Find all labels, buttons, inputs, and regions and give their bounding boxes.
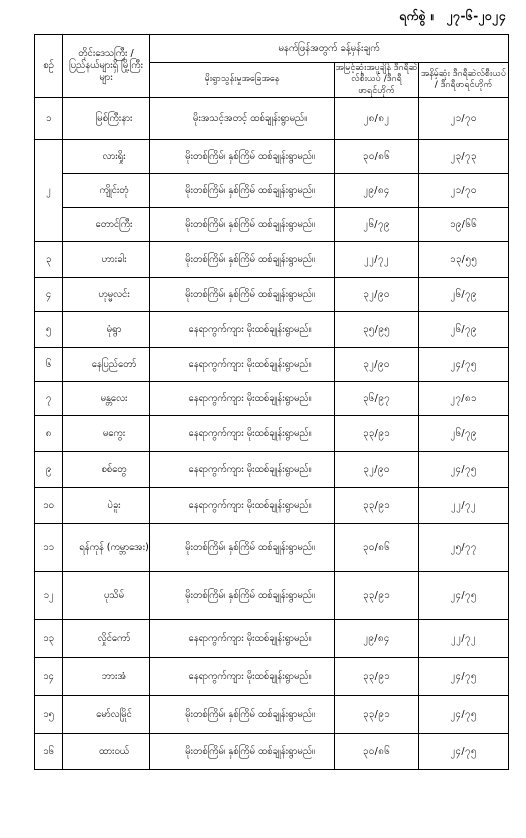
table-row [35, 572, 509, 620]
table-row [35, 242, 509, 278]
min-temperature: ၂၆/၇၉ [419, 416, 509, 452]
city-name: ရန်ကုန် (ကမ္ဘာအေး) [63, 524, 150, 572]
max-temperature: ၂၉/၈၄ [335, 174, 419, 208]
city-name: လှိုင်ကော် [63, 620, 150, 658]
weather-condition: နေရာကွက်ကျား မိုးထစ်ချုန်းရွာမည်။ [150, 416, 335, 452]
min-temperature: ၁၃/၅၅ [419, 242, 509, 278]
weather-condition: မိုးတစ်ကြိမ်၊ နှစ်ကြိမ် ထစ်ချုန်းရွာမည်။ [150, 278, 335, 312]
city-name: ပဲခူး [63, 488, 150, 524]
row-number: ၄ [35, 278, 63, 312]
max-temperature: ၃၀/၈၆ [335, 734, 419, 770]
max-temperature: ၃၂/၉၀ [335, 348, 419, 382]
table-row [35, 348, 509, 382]
max-temperature: ၂၉/၈၄ [335, 620, 419, 658]
header-region: တိုင်းဒေသကြီး / ပြည်နယ်များရှိ မြို့ကြီးများ [63, 35, 150, 98]
city-name: ဟုမ္မလင်း [63, 278, 150, 312]
city-name: ပုသိမ် [63, 572, 150, 620]
city-name: ထားဝယ် [63, 734, 150, 770]
max-temperature: ၃၆/၉၇ [335, 382, 419, 416]
city-name: တောင်ကြီး [63, 208, 150, 242]
report-date [399, 8, 506, 26]
city-name: မြစ်ကြီးနား [63, 98, 150, 140]
weather-condition: နေရာကွက်ကျား မိုးထစ်ချုန်းရွာမည်။ [150, 382, 335, 416]
max-temperature: ၃၅/၉၅ [335, 312, 419, 348]
city-name: မော်လမြိုင် [63, 696, 150, 734]
weather-condition: နေရာကွက်ကျား မိုးထစ်ချုန်းရွာမည်။ [150, 620, 335, 658]
max-temperature: ၂၂/၇၂ [335, 242, 419, 278]
row-number: ၉ [35, 452, 63, 488]
row-number: ၁၄ [35, 658, 63, 696]
weather-condition: မိုးတစ်ကြိမ်၊ နှစ်ကြိမ် ထစ်ချုန်းရွာမည်။ [150, 242, 335, 278]
forecast-table [34, 34, 509, 770]
min-temperature: ၂၂/၇၂ [419, 488, 509, 524]
table-row [35, 452, 509, 488]
min-temperature: ၂၆/၇၉ [419, 312, 509, 348]
weather-condition: မိုးတစ်ကြိမ်၊ နှစ်ကြိမ် ထစ်ချုန်းရွာမည်။ [150, 208, 335, 242]
row-number: ၁ [35, 98, 63, 140]
header-tmax: အမြင့်ဆုံးအပူချိန် ဒီဂရီဆဲလ်စီးယပ် /ဒီဂရီဖာရင်ဟိုက် [335, 63, 418, 96]
table-row [35, 658, 509, 696]
weather-condition: မိုးတစ်ကြိမ်၊ နှစ်ကြိမ် ထစ်ချုန်းရွာမည်။ [150, 572, 335, 620]
header-no: စဉ် [35, 35, 63, 98]
row-number: ၈ [35, 416, 63, 452]
weather-condition: မိုးတစ်ကြိမ်၊ နှစ်ကြိမ် ထစ်ချုန်းရွာမည်။ [150, 140, 335, 174]
min-temperature: ၂၄/၇၅ [419, 348, 509, 382]
max-temperature: ၃၃/၉၁ [335, 572, 419, 620]
table-row [35, 312, 509, 348]
max-temperature: ၃၃/၉၁ [335, 696, 419, 734]
min-temperature: ၂၄/၇၅ [419, 572, 509, 620]
row-number: ၁၃ [35, 620, 63, 658]
max-temperature: ၃၂/၉၀ [335, 278, 419, 312]
table-row [35, 140, 509, 174]
row-number: ၁၀ [35, 488, 63, 524]
city-name: ဟားခါး [63, 242, 150, 278]
min-temperature: ၁၉/၆၆ [419, 208, 509, 242]
min-temperature: ၂၂/၇၂ [419, 620, 509, 658]
table-row [35, 620, 509, 658]
weather-condition: နေရာကွက်ကျား မိုးထစ်ချုန်းရွာမည်။ [150, 348, 335, 382]
weather-condition: မိုးတစ်ကြိမ်၊ နှစ်ကြိမ် ထစ်ချုန်းရွာမည်။ [150, 696, 335, 734]
table-row [35, 174, 509, 208]
min-temperature: ၂၄/၇၅ [419, 734, 509, 770]
row-number: ၃ [35, 242, 63, 278]
date-label: ရက်စွဲ ။ [399, 9, 435, 23]
row-number: ၂ [35, 140, 63, 242]
max-temperature: ၃၃/၉၁ [335, 416, 419, 452]
city-name: ဘားအံ [63, 658, 150, 696]
table-row [35, 98, 509, 140]
max-temperature: ၃၀/၈၆ [335, 524, 419, 572]
table-row [35, 416, 509, 452]
table-row [35, 524, 509, 572]
city-name: ကျိုင်းတုံ [63, 174, 150, 208]
min-temperature: ၂၄/၇၅ [419, 696, 509, 734]
table-row [35, 488, 509, 524]
city-name: မုံရွာ [63, 312, 150, 348]
min-temperature: ၂၁/၇၀ [419, 174, 509, 208]
min-temperature: ၂၅/၇၇ [419, 524, 509, 572]
min-temperature: ၂၇/၈၁ [419, 382, 509, 416]
max-temperature: ၂၈/၈၂ [335, 98, 419, 140]
row-number: ၁၂ [35, 572, 63, 620]
row-number: ၁၅ [35, 696, 63, 734]
weather-condition: နေရာကွက်ကျား မိုးထစ်ချုန်းရွာမည်။ [150, 452, 335, 488]
weather-condition: မိုးတစ်ကြိမ်၊ နှစ်ကြိမ် ထစ်ချုန်းရွာမည်။ [150, 734, 335, 770]
row-number: ၇ [35, 382, 63, 416]
min-temperature: ၂၃/၇၃ [419, 140, 509, 174]
min-temperature: ၂၆/၇၉ [419, 278, 509, 312]
min-temperature: ၂၄/၇၅ [419, 658, 509, 696]
table-row [35, 208, 509, 242]
date-value: ၂၇-၆-၂၀၂၄ [446, 9, 506, 23]
city-name: မကွေး [63, 416, 150, 452]
table-row [35, 734, 509, 770]
city-name: စစ်တွေ [63, 452, 150, 488]
city-name: နေပြည်တော် [63, 348, 150, 382]
max-temperature: ၃၃/၉၁ [335, 658, 419, 696]
max-temperature: ၃၂/၉၀ [335, 452, 419, 488]
table-row [35, 278, 509, 312]
weather-condition: နေရာကွက်ကျား မိုးထစ်ချုန်းရွာမည်။ [150, 488, 335, 524]
max-temperature: ၂၆/၇၉ [335, 208, 419, 242]
city-name: မန္တလေး [63, 382, 150, 416]
min-temperature: ၂၁/၇၀ [419, 98, 509, 140]
weather-condition: နေရာကွက်ကျား မိုးထစ်ချုန်းရွာမည်။ [150, 312, 335, 348]
max-temperature: ၃၀/၈၆ [335, 140, 419, 174]
row-number: ၅ [35, 312, 63, 348]
table-header [35, 35, 509, 98]
row-number: ၁၁ [35, 524, 63, 572]
max-temperature: ၃၃/၉၁ [335, 488, 419, 524]
weather-condition: မိုးအသင့်အတင့် ထစ်ချုန်းရွာမည်။ [150, 98, 335, 140]
table-row [35, 696, 509, 734]
min-temperature: ၂၄/၇၅ [419, 452, 509, 488]
header-tmin: အနိမ့်ဆုံး ဒီဂရီဆဲလ်စီးယပ် / ဒီဂရီဖာရင်ဟိုက် [419, 63, 509, 98]
table-row [35, 382, 509, 416]
weather-condition: မိုးတစ်ကြိမ်၊ နှစ်ကြိမ် ထစ်ချုန်းရွာမည်။ [150, 524, 335, 572]
header-forecast-group: မနက်ဖြန်အတွက် ခန့်မှန်းချက် [150, 35, 509, 63]
header-weather: မိုးရွာသွန်းမှုအခြေအနေ [150, 63, 335, 98]
table-body [35, 98, 509, 770]
weather-condition: မိုးတစ်ကြိမ်၊ နှစ်ကြိမ် ထစ်ချုန်းရွာမည်။ [150, 174, 335, 208]
city-name: လားရှိုး [63, 140, 150, 174]
row-number: ၁၆ [35, 734, 63, 770]
row-number: ၆ [35, 348, 63, 382]
weather-condition: နေရာကွက်ကျား မိုးထစ်ချုန်းရွာမည်။ [150, 658, 335, 696]
